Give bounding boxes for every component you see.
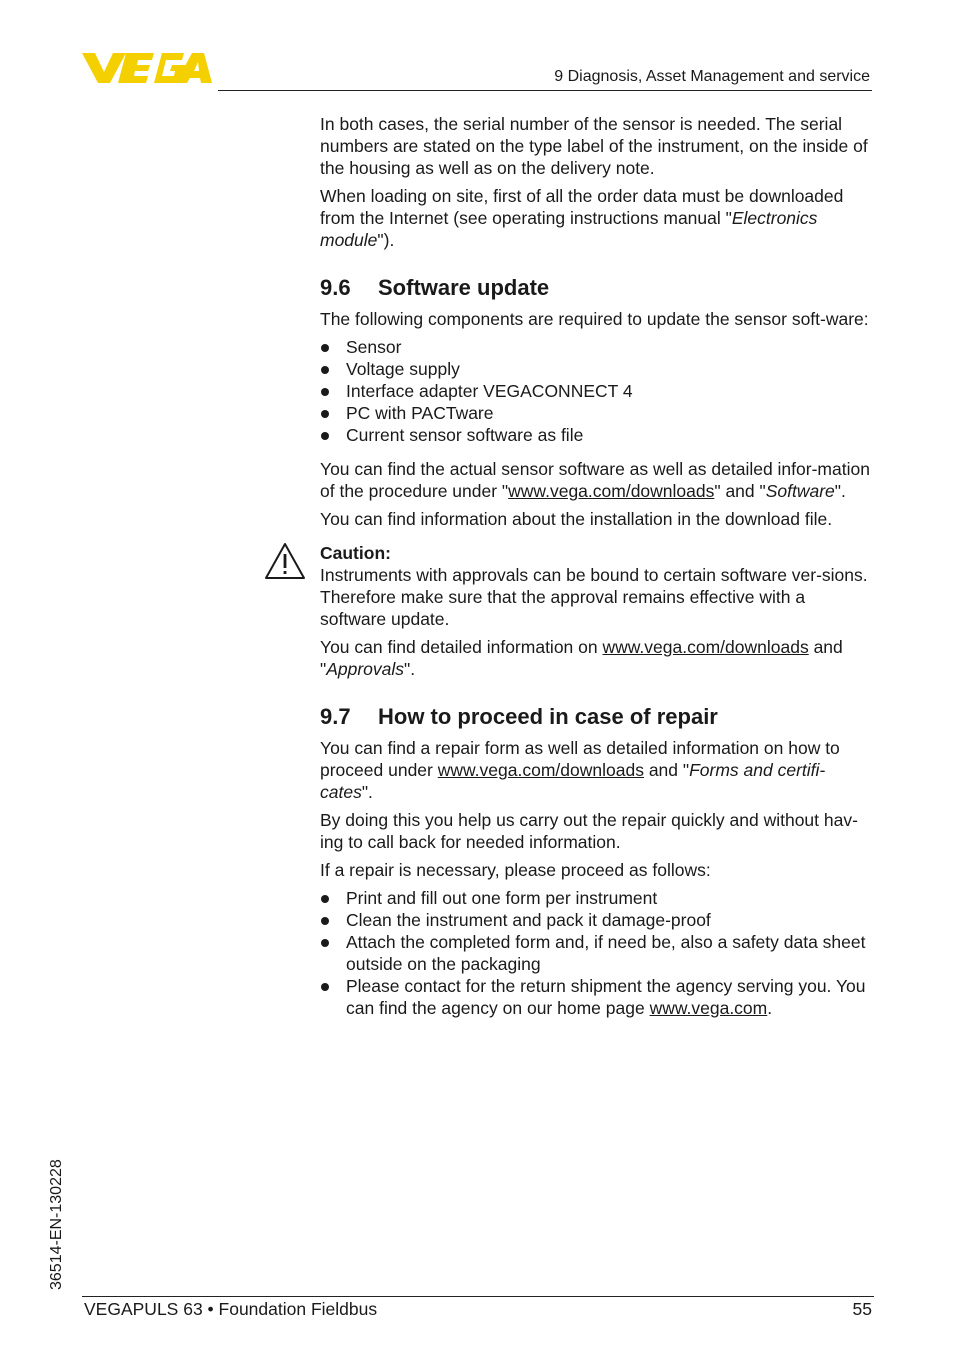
downloads-link[interactable]: www.vega.com/downloads xyxy=(437,760,644,780)
intro-paragraph-1: In both cases, the serial number of the sensor is needed. The serial numbers are stated on the type label of the instrument, on the inside of the housing as well as on the delivery note. xyxy=(320,114,868,178)
list-item: Voltage supply xyxy=(320,358,876,380)
vega-logo xyxy=(82,50,212,84)
repair-paragraph-3: If a repair is necessary, please proceed as follows: xyxy=(320,860,711,880)
caution-block xyxy=(320,542,876,680)
text-span: You can find a repair form as well as detailed information on how to proceed under xyxy=(320,738,840,780)
text-span: Please contact for the return shipment the agency serving you. You can find the agency on our home page xyxy=(346,976,866,1018)
emphasis-text: Software xyxy=(765,481,835,501)
warning-triangle-icon xyxy=(264,542,306,580)
caution-text: Instruments with approvals can be bound to certain software ver-sions. Therefore make sure that the approval remains effective with a software update. xyxy=(320,565,868,629)
section-title: How to proceed in case of repair xyxy=(378,704,718,729)
text-span: You can find detailed information on xyxy=(320,637,603,657)
emphasis-text: Forms and certifi-cates xyxy=(320,760,826,802)
list-item: Print and fill out one form per instrument xyxy=(320,887,876,909)
repair-paragraph-2: By doing this you help us carry out the repair quickly and without hav-ing to call back for needed information. xyxy=(320,810,858,852)
list-item: Interface adapter VEGACONNECT 4 xyxy=(320,380,876,402)
downloads-link[interactable]: www.vega.com/downloads xyxy=(508,481,715,501)
text-span: ". xyxy=(404,659,416,679)
text-span: . xyxy=(767,998,773,1018)
text-span: ". xyxy=(834,481,846,501)
repair-steps-list xyxy=(320,887,876,1019)
list-item: Sensor xyxy=(320,336,876,358)
homepage-link[interactable]: www.vega.com xyxy=(649,998,768,1018)
approvals-paragraph xyxy=(320,636,876,680)
section-heading-software-update xyxy=(320,275,876,301)
text-span: " and " xyxy=(714,481,766,501)
text-span: When loading on site, first of all the order data must be downloaded from the Internet (see operating instructions manual " xyxy=(320,186,844,228)
emphasis-text: Electronics module xyxy=(320,208,818,250)
list-item: Clean the instrument and pack it damage-proof xyxy=(320,909,876,931)
list-item xyxy=(320,975,876,1019)
footer-product: VEGAPULS 63 • Foundation Fieldbus xyxy=(84,1299,378,1319)
text-span: "). xyxy=(377,230,395,250)
footer-rule xyxy=(82,1296,874,1297)
section-number: 9.6 xyxy=(320,275,351,300)
main-content xyxy=(320,113,876,1031)
components-list xyxy=(320,336,876,446)
repair-paragraph-1 xyxy=(320,737,876,803)
software-download-paragraph xyxy=(320,458,876,502)
caution-title: Caution: xyxy=(320,543,391,563)
section-title: Software update xyxy=(378,275,550,300)
text-span: and " xyxy=(320,637,843,679)
page-number: 55 xyxy=(852,1299,872,1319)
list-item: PC with PACTware xyxy=(320,402,876,424)
section-heading-repair xyxy=(320,704,876,730)
document-id: 36514-EN-130228 xyxy=(48,1159,65,1290)
list-item: Current sensor software as file xyxy=(320,424,876,446)
header-rule xyxy=(218,90,872,91)
software-update-lead: The following components are required to update the sensor soft-ware: xyxy=(320,309,869,329)
chapter-header: 9 Diagnosis, Asset Management and service xyxy=(554,68,870,85)
text-span: You can find the actual sensor software as well as detailed infor-mation of the procedure under " xyxy=(320,459,870,501)
section-number: 9.7 xyxy=(320,704,351,729)
text-span: and " xyxy=(643,760,690,780)
installation-info-paragraph: You can find information about the installation in the download file. xyxy=(320,509,833,529)
downloads-link[interactable]: www.vega.com/downloads xyxy=(602,637,809,657)
vega-logo-letters xyxy=(82,53,212,83)
text-span: ". xyxy=(361,782,373,802)
emphasis-text: Approvals xyxy=(326,659,405,679)
list-item: Attach the completed form and, if need be, also a safety data sheet outside on the packaging xyxy=(320,931,876,975)
intro-paragraph-2 xyxy=(320,185,876,251)
